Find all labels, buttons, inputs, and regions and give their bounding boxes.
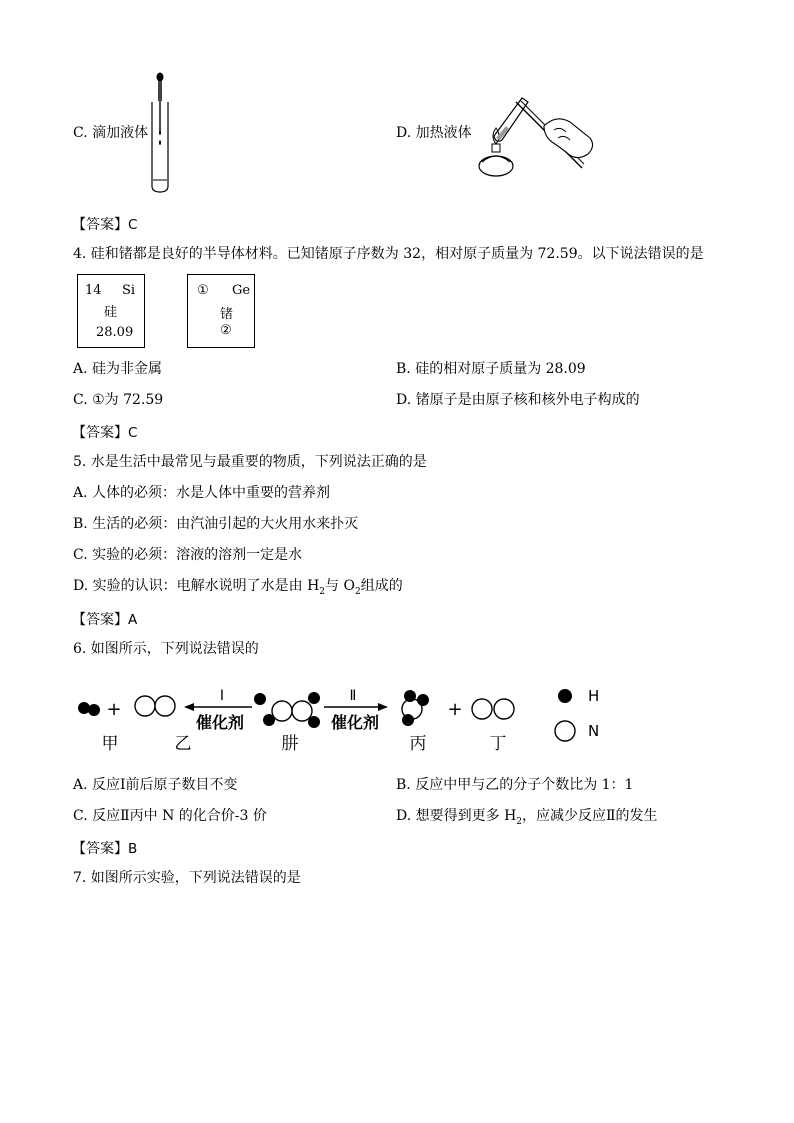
answer-value: B [128, 841, 138, 857]
ammonia-molecule-icon [402, 690, 429, 726]
step-one-label: Ⅰ [219, 688, 225, 704]
heating-illustration [472, 92, 598, 180]
answer-label: 【答案】 [72, 217, 128, 233]
si-name: 硅 [104, 305, 118, 320]
label-ding: 丁 [489, 734, 507, 754]
q6-option-a: A. 反应Ⅰ前后原子数目不变 [73, 777, 238, 793]
q5-option-a: A. 人体的必须：水是人体中重要的营养剂 [73, 485, 331, 501]
si-element-card [77, 274, 145, 348]
q4-option-c: C. ①为 72.59 [73, 392, 164, 408]
q4-answer [72, 422, 137, 442]
q4-option-a: A. 硅为非金属 [73, 361, 163, 377]
answer-label: 【答案】 [72, 841, 128, 857]
arrow-right-icon [378, 703, 388, 711]
step-two-label: Ⅱ [349, 688, 357, 704]
n2-molecule-icon [135, 696, 175, 716]
label-jia: 甲 [101, 734, 119, 754]
q6-option-c: C. 反应Ⅱ丙中 N 的化合价-3 价 [73, 808, 267, 824]
q3-option-c: C. 滴加液体 [73, 125, 149, 141]
q5-option-d-text: 组成的 [360, 578, 403, 594]
si-atomic-mass: 28.09 [96, 325, 134, 340]
answer-value: C [128, 217, 138, 233]
si-symbol: Si [122, 283, 136, 298]
catalyst-label-2: 催化剂 [330, 713, 380, 732]
label-bing: 丙 [409, 734, 427, 754]
molecule-reaction-svg [70, 676, 630, 756]
n2-molecule-icon [472, 699, 514, 719]
ge-element-card [187, 274, 255, 348]
q6-option-d-text: ，应减少反应Ⅱ的发生 [522, 808, 658, 824]
label-jing: 肼 [281, 734, 299, 754]
q6-option-d [396, 807, 658, 831]
subscript: 2 [319, 586, 326, 597]
legend-h: H [588, 687, 600, 705]
nitrogen-legend-icon [555, 721, 575, 741]
q7-stem: 7. 如图所示实验，下列说法错误的是 [73, 870, 301, 886]
q5-answer [72, 609, 137, 629]
q5-stem: 5. 水是生活中最常见与最重要的物质，下列说法正确的是 [73, 454, 427, 470]
hydrogen-legend-icon [558, 689, 572, 703]
arrow-left-icon [184, 703, 194, 711]
ge-symbol: Ge [232, 283, 251, 298]
q5-option-d [73, 577, 403, 601]
ge-name: 锗 [220, 307, 234, 322]
answer-label: 【答案】 [72, 612, 128, 628]
subscript: 2 [516, 816, 523, 827]
q6-option-b: B. 反应中甲与乙的分子个数比为 1：1 [396, 777, 634, 793]
si-atomic-number: 14 [85, 283, 102, 298]
hydrazine-molecule-icon [254, 692, 320, 728]
q4-option-d: D. 锗原子是由原子核和核外电子构成的 [396, 392, 640, 408]
plus-sign: + [447, 699, 463, 720]
alcohol-lamp-hand-icon [472, 92, 598, 180]
answer-value: A [128, 612, 138, 628]
answer-label: 【答案】 [72, 425, 128, 441]
ge-atomic-number: ① [197, 283, 209, 298]
q5-option-d-text: 与 O [325, 578, 355, 594]
label-yi: 乙 [174, 734, 192, 754]
q3-answer [72, 214, 137, 234]
q3-option-d: D. 加热液体 [396, 125, 472, 141]
dropper-test-tube-icon [148, 72, 172, 194]
reaction-diagram [70, 676, 630, 756]
q6-stem: 6. 如图所示，下列说法错误的 [73, 641, 259, 657]
plus-sign: + [106, 699, 122, 720]
catalyst-label-1: 催化剂 [195, 713, 245, 732]
q6-answer [72, 838, 137, 858]
q5-option-b: B. 生活的必须：由汽油引起的大火用水来扑灭 [73, 516, 359, 532]
q5-option-d-text: D. 实验的认识：电解水说明了水是由 H [73, 578, 320, 594]
q4-option-b: B. 硅的相对原子质量为 28.09 [396, 361, 586, 377]
subscript: 2 [354, 586, 361, 597]
dropper-illustration [148, 72, 172, 194]
ge-atomic-mass: ② [220, 323, 232, 338]
answer-value: C [128, 425, 138, 441]
q5-option-c: C. 实验的必须：溶液的溶剂一定是水 [73, 547, 303, 563]
legend-n: N [588, 722, 600, 740]
h2-molecule-icon [78, 702, 100, 716]
q6-option-d-text: D. 想要得到更多 H [396, 808, 517, 824]
q4-stem: 4. 硅和锗都是良好的半导体材料。已知锗原子序数为 32，相对原子质量为 72.59。以下说法错误的是 [73, 246, 704, 262]
